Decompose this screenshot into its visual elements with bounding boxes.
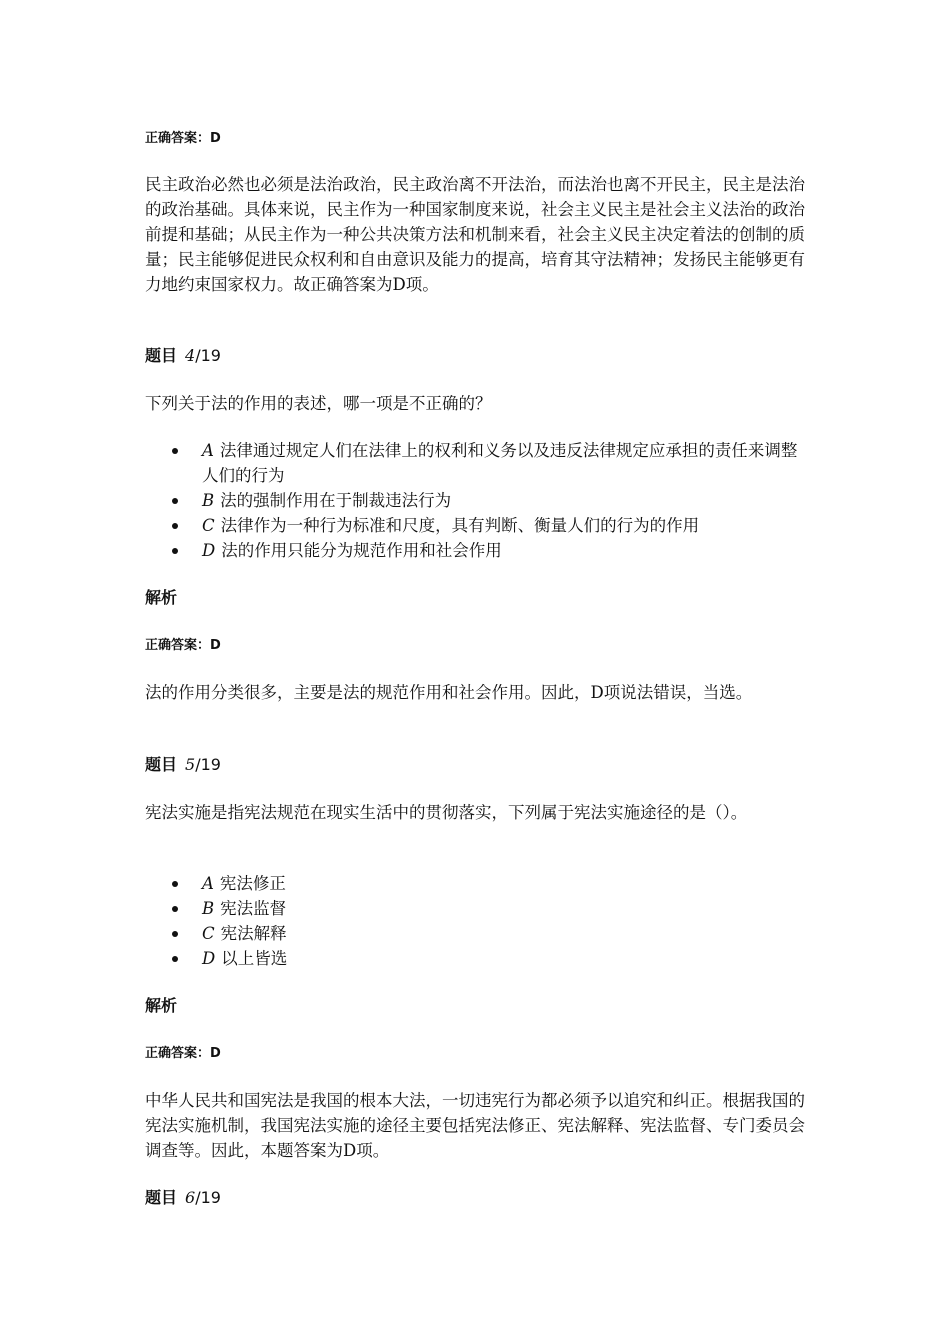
option-text: 宪法修正: [219, 874, 286, 893]
question-text: 下列关于法的作用的表述，哪一项是不正确的？: [145, 394, 492, 413]
option-item: [145, 538, 802, 563]
bullet-icon: [172, 548, 178, 554]
option-text: 以上皆选: [221, 949, 288, 968]
question-title-prefix: 题目: [145, 755, 178, 774]
explanation-text: 中华人民共和国宪法是我国的根本大法，一切违宪行为都必须予以追究和纠正。根据我国的宪法实施机制，我国宪法实施的途径主要包括宪法修正、宪法解释、宪法监督、专门委员会调查等。因此，本题答案为D项。: [145, 1091, 805, 1160]
option-letter: D: [202, 949, 216, 968]
question-text: 宪法实施是指宪法规范在现实生活中的贯彻落实，下列属于宪法实施途径的是（）。: [145, 803, 748, 822]
option-item: [145, 871, 802, 896]
option-letter: A: [202, 874, 214, 893]
option-text: 法的强制作用在于制裁违法行为: [220, 491, 452, 510]
option-text: 法律作为一种行为标准和尺度，具有判断、衡量人们的行为的作用: [220, 516, 700, 535]
question-number: 4: [185, 346, 196, 365]
option-list: [145, 871, 815, 971]
option-letter: B: [202, 491, 215, 510]
question-title: [145, 754, 221, 776]
correct-answer-label: 正确答案：D: [145, 1046, 221, 1061]
bullet-icon: [172, 881, 178, 887]
bullet-icon: [172, 523, 178, 529]
option-list: [145, 438, 815, 563]
question-title: [145, 345, 221, 367]
question-number: 5: [185, 755, 196, 774]
option-text: 法的作用只能分为规范作用和社会作用: [221, 541, 502, 560]
explanation-text: 民主政治必然也必须是法治政治，民主政治离不开法治，而法治也离不开民主，民主是法治的政治基础。具体来说，民主作为一种国家制度来说，社会主义民主是社会主义法治的政治前提和基础；从民主作为一种公共决策方法和机制来看，社会主义民主决定着法的创制的质量；民主能够促进民众权利和自由意识及能力的提高，培育其守法精神；发扬民主能够更有力地约束国家权力。故正确答案为D项。: [145, 175, 805, 294]
analysis-label: 解析: [145, 588, 178, 607]
question-total: /19: [195, 755, 221, 774]
question-title: [145, 1187, 221, 1209]
option-item: [145, 438, 802, 488]
option-text: 宪法监督: [220, 899, 287, 918]
option-letter: B: [202, 899, 215, 918]
bullet-icon: [172, 448, 178, 454]
option-item: [145, 896, 802, 921]
option-item: [145, 921, 802, 946]
bullet-icon: [172, 906, 178, 912]
correct-answer-label: 正确答案：D: [145, 131, 221, 146]
bullet-icon: [172, 931, 178, 937]
bullet-icon: [172, 498, 178, 504]
analysis-label: 解析: [145, 996, 178, 1015]
explanation-text: 法的作用分类很多，主要是法的规范作用和社会作用。因此，D项说法错误，当选。: [145, 683, 753, 702]
question-number: 6: [185, 1188, 196, 1207]
option-letter: D: [202, 541, 216, 560]
option-item: [145, 513, 802, 538]
option-letter: C: [202, 516, 215, 535]
option-letter: A: [202, 441, 214, 460]
option-item: [145, 488, 802, 513]
question-title-prefix: 题目: [145, 1188, 178, 1207]
question-total: /19: [195, 346, 221, 365]
question-total: /19: [195, 1188, 221, 1207]
option-text: 宪法解释: [220, 924, 287, 943]
option-letter: C: [202, 924, 215, 943]
question-title-prefix: 题目: [145, 346, 178, 365]
option-text: 法律通过规定人们在法律上的权利和义务以及违反法律规定应承担的责任来调整人们的行为: [202, 441, 798, 485]
bullet-icon: [172, 956, 178, 962]
option-item: [145, 946, 802, 971]
correct-answer-label: 正确答案：D: [145, 638, 221, 653]
